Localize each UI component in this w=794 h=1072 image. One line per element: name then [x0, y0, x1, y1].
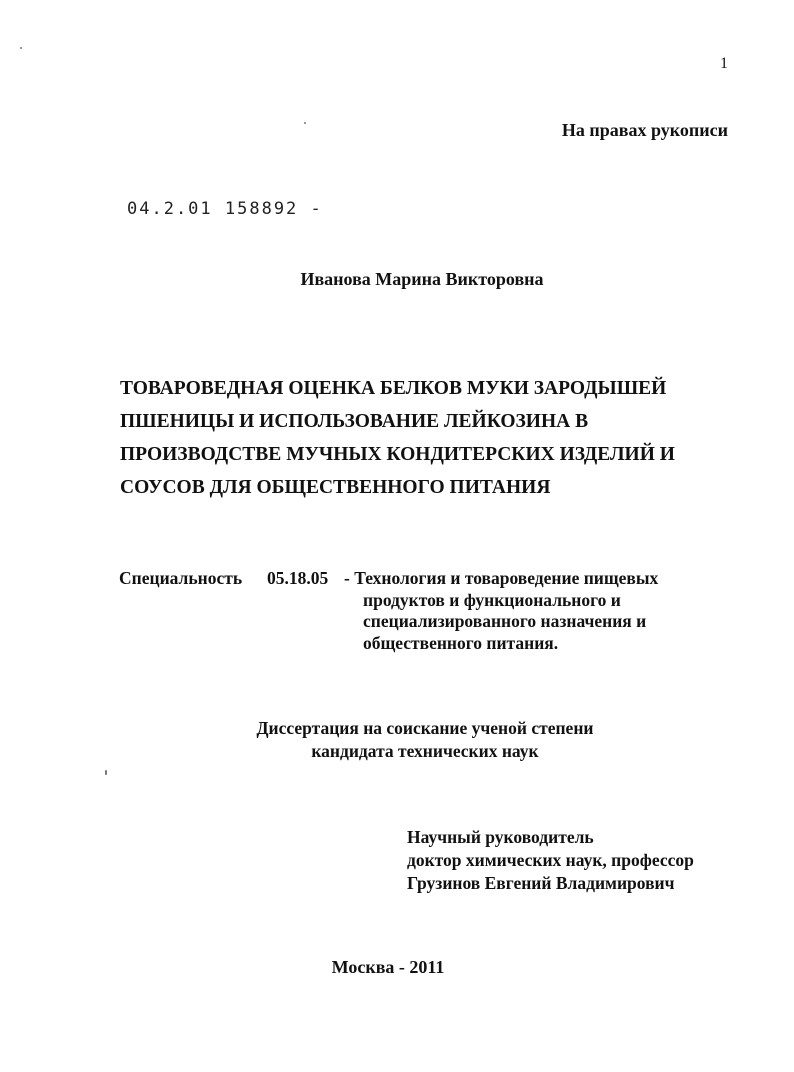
- title-line: ПРОИЗВОДСТВЕ МУЧНЫХ КОНДИТЕРСКИХ ИЗДЕЛИЙ И: [120, 444, 675, 465]
- dissertation-title: [120, 372, 675, 504]
- specialty-description-line: общественного питания.: [363, 632, 559, 653]
- city-year: Москва - 2011: [331, 957, 445, 977]
- title-line: ПШЕНИЦЫ И ИСПОЛЬЗОВАНИЕ ЛЕЙКОЗИНА В: [120, 411, 589, 432]
- degree-line: Диссертация на соискание ученой степени: [256, 718, 594, 738]
- scan-speck: [20, 47, 22, 49]
- title-line: ТОВАРОВЕДНАЯ ОЦЕНКА БЕЛКОВ МУКИ ЗАРОДЫШЕЙ: [120, 378, 667, 399]
- specialty-description: [344, 568, 658, 654]
- degree-line: кандидата технических наук: [311, 741, 539, 761]
- registration-stamp: 04.2.01 158892 -: [127, 199, 323, 219]
- author-name: Иванова Марина Викторовна: [300, 269, 544, 289]
- page-number: 1: [720, 55, 728, 72]
- specialty-label: Специальность: [119, 568, 243, 588]
- advisor-line: доктор химических наук, профессор: [407, 850, 694, 870]
- specialty-description-line: продуктов и функционального и: [363, 589, 621, 610]
- advisor-line: Грузинов Евгений Владимирович: [407, 873, 675, 893]
- specialty-code: 05.18.05: [267, 568, 329, 588]
- degree-statement: [0, 717, 794, 763]
- scan-speck: [304, 122, 306, 124]
- specialty-description-line: специализированного назначения и: [363, 611, 647, 631]
- scan-speck: [105, 770, 107, 775]
- scientific-advisor: [407, 826, 694, 895]
- title-line: СОУСОВ ДЛЯ ОБЩЕСТВЕННОГО ПИТАНИЯ: [120, 477, 551, 498]
- specialty-description-line: - Технология и товароведение пищевых: [344, 568, 659, 588]
- advisor-line: Научный руководитель: [407, 827, 594, 847]
- manuscript-note: На правах рукописи: [561, 120, 728, 140]
